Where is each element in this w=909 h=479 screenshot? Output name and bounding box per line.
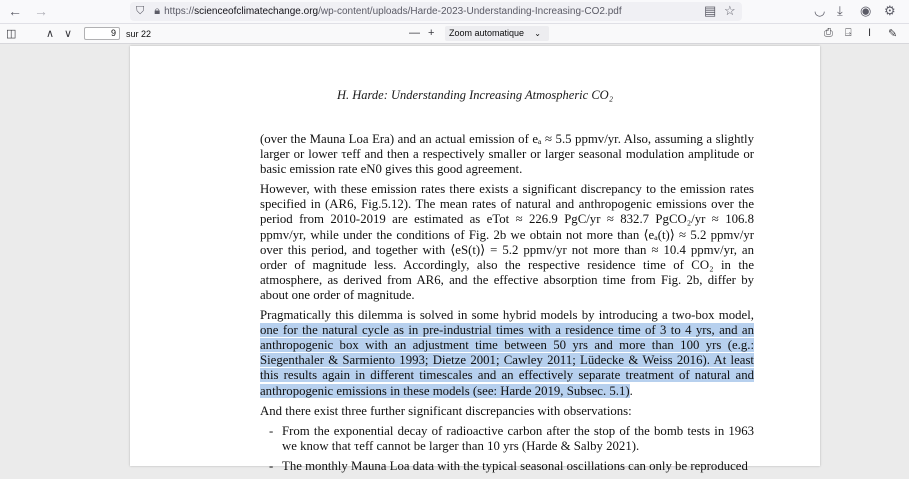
bullet-dash: -: [269, 458, 274, 473]
save-icon[interactable]: ⍈: [845, 27, 852, 39]
bookmark-star-icon[interactable]: ☆: [724, 3, 736, 18]
page-total: sur 22: [126, 29, 152, 39]
chevron-down-icon: ⌄: [534, 29, 541, 38]
pdf-toolbar: [0, 24, 909, 44]
discrepancy-list: [260, 424, 754, 474]
back-icon[interactable]: ←: [8, 3, 22, 19]
zoom-select[interactable]: [445, 26, 549, 41]
running-head: H. Harde: Understanding Increasing Atmospheric CO₂: [336, 88, 614, 102]
sidebar-toggle-icon[interactable]: ◫: [6, 28, 17, 40]
zoom-in-icon[interactable]: +: [428, 27, 435, 39]
forward-icon[interactable]: →: [34, 3, 48, 19]
paragraph-3-text: Pragmatically this dilemma is solved in some hybrid models by introducing a two-box model,: [260, 308, 754, 323]
page-body: [260, 132, 754, 479]
url-prefix: https://: [164, 6, 195, 17]
text-cursor-icon[interactable]: I: [868, 27, 872, 39]
draw-icon[interactable]: ✎: [888, 28, 898, 40]
print-icon[interactable]: ⎙: [824, 27, 833, 39]
zoom-label: Zoom automatique: [449, 28, 525, 38]
download-icon[interactable]: ⤓: [837, 3, 843, 18]
url-path: /wp-content/uploads/Harde-2023-Understanding-Increasing-CO2.pdf: [318, 6, 622, 17]
list-item: [260, 424, 754, 454]
paragraph-1: (over the Mauna Loa Era) and an actual emission of eₐ ≈ 5.5 ppmv/yr. Also, assuming a slightly larger or lower τeff and then a respectively smaller or larger seasonal modulation amplitude or basic emission rate eN0 gives this good agreement.: [260, 132, 754, 177]
bullet-text: The monthly Mauna Loa data with the typical seasonal oscillations can only be reproduced: [282, 458, 748, 473]
pocket-icon[interactable]: ◡: [814, 3, 826, 18]
zoom-out-icon[interactable]: —: [409, 27, 420, 39]
shield-icon[interactable]: ⛉: [136, 5, 145, 17]
next-page-icon[interactable]: ∨: [64, 28, 73, 40]
reader-icon[interactable]: ▤: [704, 3, 717, 18]
list-item: [260, 459, 754, 474]
bullet-dash: -: [269, 423, 274, 438]
paragraph-2: However, with these emission rates there exists a significant discrepancy to the emission rates specified in (AR6, Fig.5.12). The mean rates of natural and anthropogenic emissions over the period from 2010-2019 are estimated as eTot ≈ 226.9 PgC/yr ≈ 832.7 PgCO₂/yr ≈ 106.8 ppmv/yr, while under the conditions of Fig. 2b we obtain not more than ⟨eₐ(t)⟩ ≈ 5.2 ppmv/yr over this period, and together with ⟨eS(t)⟩ = 5.2 ppmv/yr not more than ≈ 10.4 ppmv/yr, an order of magnitude less. Accordingly, also the respective residence time of CO₂ in the atmosphere, as derived from AR6, and the effective absorption time from Fig. 2b, differ by about one order of magnitude.: [260, 182, 754, 302]
selected-text[interactable]: one for the natural cycle as in pre-industrial times with a residence time of 3 to 4 yrs, and an anthropogenic box with an adjustment time between 50 yrs and more than 100 yrs (e.g.: Siegenthaler & Sarmiento 1993; Dietze 2001; Cawley 2011; Lüdecke & Weiss 2016). At least this results again in different timescales and an effectively separate treatment of natural and anthropogenic emissions in these models (see: Harde 2019, Subsec. 5.1): [260, 323, 754, 398]
account-icon[interactable]: ◉: [860, 3, 872, 18]
lock-icon[interactable]: 🔒︎: [154, 5, 161, 17]
previous-page-icon[interactable]: ∧: [46, 28, 55, 40]
paragraph-3: [260, 308, 754, 399]
page-number-input[interactable]: 9: [84, 27, 120, 40]
paragraph-4: And there exist three further significant discrepancies with observations:: [260, 403, 632, 418]
url-domain: scienceofclimatechange.org: [194, 6, 319, 17]
browser-toolbar: [0, 0, 909, 24]
address-bar[interactable]: [130, 2, 742, 21]
bullet-text: From the exponential decay of radioactive carbon after the stop of the bomb tests in 1963 we know that τeff cannot be larger than 10 yrs (Harde & Salby 2021).: [282, 423, 754, 453]
paragraph-3-end: .: [629, 383, 633, 398]
extensions-icon[interactable]: ⚙: [884, 3, 896, 18]
pdf-page: [130, 46, 820, 473]
